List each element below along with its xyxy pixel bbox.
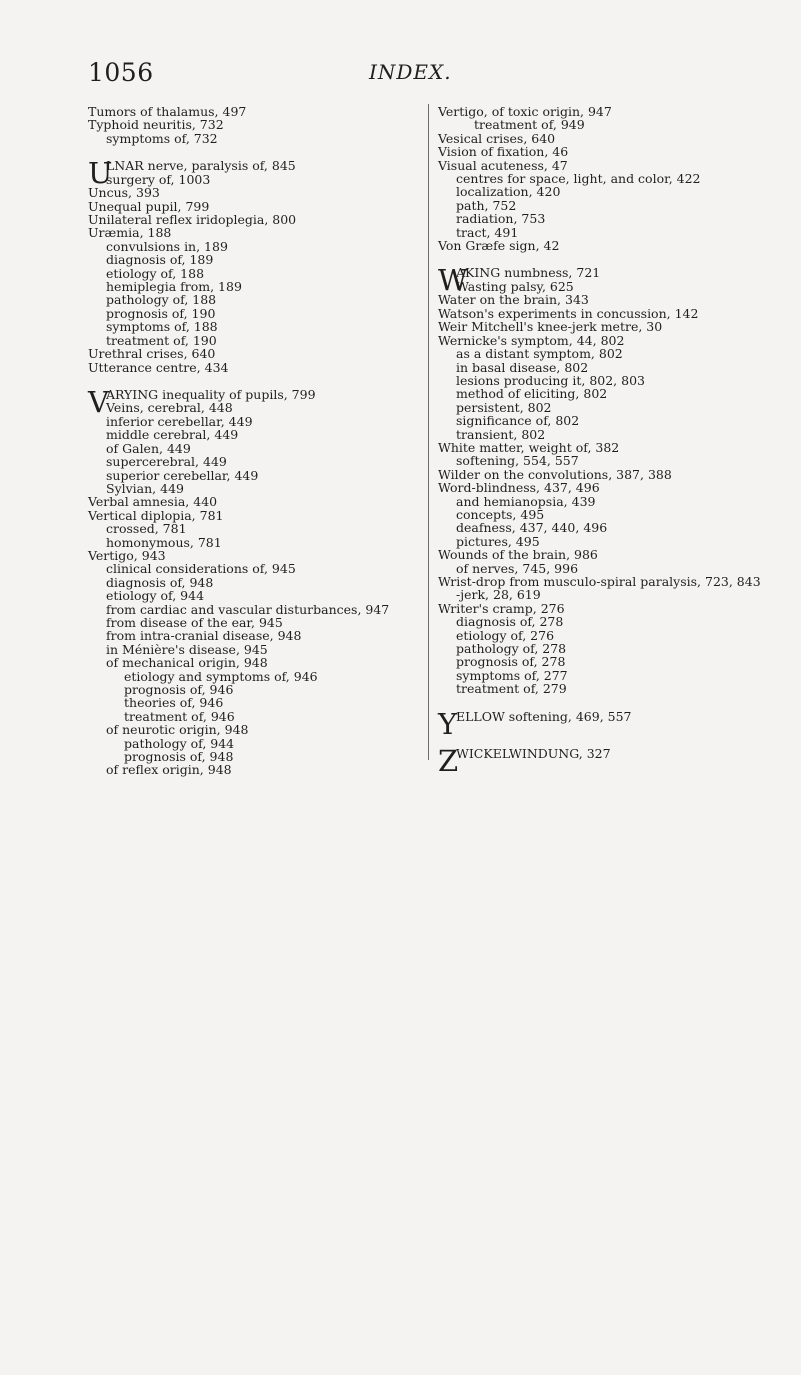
index-entry: Writer's cramp, 276: [438, 600, 565, 616]
index-entry: Uræmia, 188: [88, 225, 172, 241]
index-subentry: from intra-cranial disease, 948: [106, 628, 302, 644]
index-entry: Watson's experiments in concussion, 142: [438, 305, 699, 321]
index-entry: Von Græfe sign, 42: [438, 238, 560, 254]
index-subentry: of mechanical origin, 948: [106, 655, 268, 671]
index-entry: Vesical crises, 640: [438, 130, 556, 146]
index-entry: Wounds of the brain, 986: [438, 547, 598, 563]
index-subentry: treatment of, 949: [474, 117, 585, 133]
index-entry: Unilateral reflex iridoplegia, 800: [88, 212, 297, 228]
index-entry: Unequal pupil, 799: [88, 198, 210, 214]
index-subentry: clinical considerations of, 945: [106, 561, 296, 577]
drop-cap-letter: U: [88, 156, 113, 191]
index-entry: Word-blindness, 437, 496: [438, 480, 600, 496]
index-subentry: etiology of, 276: [456, 627, 555, 643]
drop-cap-letter: W: [438, 263, 468, 298]
index-subentry: localization, 420: [456, 184, 561, 200]
index-subentry: treatment of, 190: [106, 332, 217, 348]
section-spacer: [438, 696, 798, 710]
index-subentry: symptoms of, 277: [456, 667, 568, 683]
index-subentry: significance of, 802: [456, 413, 580, 429]
index-subentry: supercerebral, 449: [106, 454, 227, 470]
index-entry: Utterance centre, 434: [88, 359, 229, 375]
index-subentry: prognosis of, 946: [124, 682, 234, 698]
index-subentry: convulsions in, 189: [106, 238, 228, 254]
index-entry: Wilder on the convolutions, 387, 388: [438, 466, 672, 482]
drop-cap-letter: V: [88, 384, 109, 419]
index-subentry: transient, 802: [456, 426, 546, 442]
index-subentry: inferior cerebellar, 449: [106, 413, 253, 429]
section-start-entry: [88, 384, 428, 419]
index-subentry: symptoms of, 188: [106, 319, 218, 335]
index-subentry: centres for space, light, and color, 422: [456, 171, 701, 187]
index-entry: Weir Mitchell's knee-jerk metre, 30: [438, 319, 663, 335]
index-subentry: and hemianopsia, 439: [456, 493, 596, 509]
section-start-entry: [438, 706, 798, 741]
index-entry: Typhoid neuritis, 732: [88, 117, 224, 133]
index-entry: ARYING inequality of pupils, 799: [106, 386, 316, 402]
index-subentry: prognosis of, 278: [456, 654, 566, 670]
index-subentry: -jerk, 28, 619: [456, 587, 541, 603]
index-entry: Vertigo, of toxic origin, 947: [438, 104, 612, 119]
index-subentry: in Ménière's disease, 945: [106, 641, 268, 657]
index-entry: LNAR nerve, paralysis of, 845: [106, 158, 296, 174]
index-entry: Vertigo, 943: [88, 547, 166, 563]
section-start-entry: [438, 743, 798, 778]
index-subentry: homonymous, 781: [106, 534, 222, 550]
index-subentry: pathology of, 188: [106, 292, 217, 308]
drop-cap-lines: [456, 710, 798, 723]
index-entry: Tumors of thalamus, 497: [88, 104, 247, 119]
index-entry: Wasting palsy, 625: [456, 278, 574, 294]
index-entry: Wrist-drop from musculo-spiral paralysis, 723, 843: [438, 574, 761, 589]
index-subentry: symptoms of, 732: [106, 130, 218, 146]
index-subentry: deafness, 437, 440, 496: [456, 520, 608, 536]
index-subentry: persistent, 802: [456, 399, 552, 415]
drop-cap-lines: [106, 388, 428, 415]
index-entry: Visual acuteness, 47: [438, 157, 568, 173]
running-head: INDEX.: [369, 60, 452, 84]
index-subentry: diagnosis of, 278: [456, 614, 564, 630]
index-subentry: diagnosis of, 948: [106, 574, 214, 590]
index-subentry: tract, 491: [456, 224, 519, 240]
section-spacer: [88, 374, 428, 388]
index-entry: WICKELWINDUNG, 327: [456, 745, 611, 761]
index-subentry: of Galen, 449: [106, 440, 191, 456]
index-subentry: as a distant symptom, 802: [456, 346, 623, 362]
index-subentry: prognosis of, 190: [106, 305, 216, 321]
index-entry: Veins, cerebral, 448: [106, 400, 233, 416]
index-subentry: Sylvian, 449: [106, 480, 184, 496]
index-entry: surgery of, 1003: [106, 171, 211, 187]
section-start-entry: [88, 156, 428, 191]
index-subentry: in basal disease, 802: [456, 359, 589, 375]
index-subentry: prognosis of, 948: [124, 749, 234, 765]
index-entry: White matter, weight of, 382: [438, 439, 620, 455]
index-subentry: crossed, 781: [106, 521, 187, 537]
index-subentry: etiology of, 944: [106, 588, 205, 604]
index-entry: Water on the brain, 343: [438, 292, 589, 308]
drop-cap-letter: Y: [438, 706, 458, 741]
index-entry: Uncus, 393: [88, 185, 160, 201]
index-entry: Vertical diplopia, 781: [88, 507, 224, 523]
index-subentry: hemiplegia from, 189: [106, 279, 242, 295]
index-entry: Verbal amnesia, 440: [88, 494, 218, 510]
index-subentry: of nerves, 745, 996: [456, 560, 579, 576]
drop-cap-lines: [456, 266, 798, 293]
index-subentry: from disease of the ear, 945: [106, 615, 283, 630]
index-subentry: method of eliciting, 802: [456, 386, 608, 402]
index-entry: Urethral crises, 640: [88, 346, 216, 362]
index-subentry: pathology of, 944: [124, 735, 235, 751]
index-subentry: of neurotic origin, 948: [106, 722, 249, 738]
section-spacer: [88, 145, 428, 159]
page-number: 1056: [88, 58, 154, 87]
index-subentry: concepts, 495: [456, 506, 545, 522]
drop-cap-letter: Z: [438, 743, 459, 778]
drop-cap-lines: [106, 159, 428, 186]
index-subentry: radiation, 753: [456, 211, 546, 227]
section-spacer: [438, 252, 798, 266]
index-subentry: middle cerebral, 449: [106, 427, 239, 443]
index-column-right: [438, 104, 798, 778]
index-subentry: diagnosis of, 189: [106, 252, 214, 268]
index-subentry: path, 752: [456, 197, 517, 213]
index-subentry: pictures, 495: [456, 533, 540, 549]
index-subentry: of reflex origin, 948: [106, 762, 232, 778]
index-subentry: superior cerebellar, 449: [106, 467, 259, 483]
index-entry: Vision of fixation, 46: [438, 144, 569, 160]
index-entry: ELLOW softening, 469, 557: [456, 708, 632, 724]
drop-cap-lines: [456, 747, 798, 760]
index-subentry: lesions producing it, 802, 803: [456, 372, 645, 388]
index-subentry: theories of, 946: [124, 695, 224, 711]
column-divider-rule: [428, 104, 429, 760]
index-column-left: [88, 105, 428, 777]
index-subentry: treatment of, 279: [456, 681, 567, 697]
index-subentry: from cardiac and vascular disturbances, 947: [106, 601, 390, 617]
index-subentry: etiology of, 188: [106, 265, 205, 281]
index-entry: AKING numbness, 721: [456, 265, 601, 281]
index-subentry: softening, 554, 557: [456, 453, 579, 469]
section-start-entry: [438, 263, 798, 298]
index-entry: Wernicke's symptom, 44, 802: [438, 332, 625, 348]
index-subentry: etiology and symptoms of, 946: [124, 668, 318, 684]
index-subentry: pathology of, 278: [456, 641, 567, 657]
index-subentry: treatment of, 946: [124, 708, 235, 724]
